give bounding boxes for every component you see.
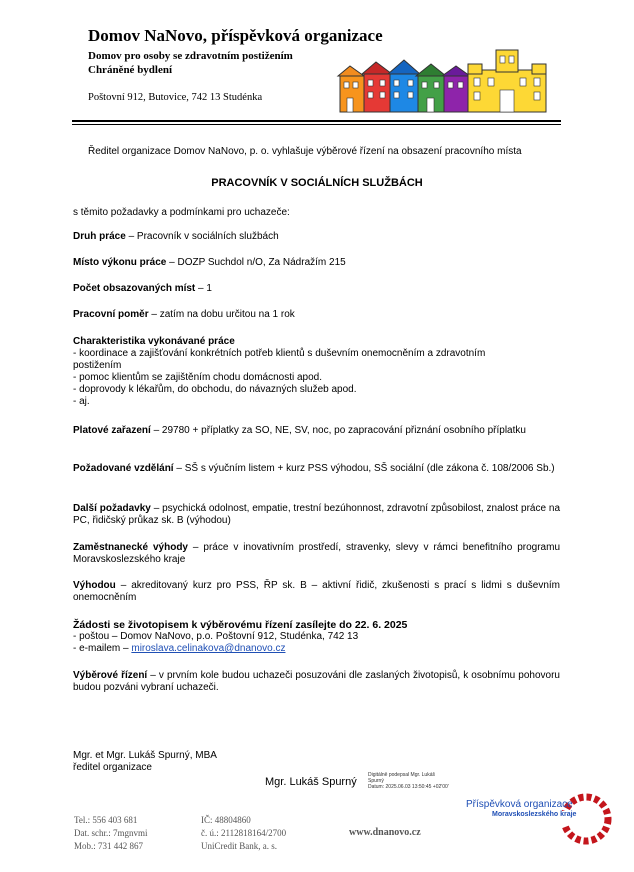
field-value: – 1 (195, 283, 212, 294)
header-divider (72, 120, 561, 122)
footer-tel: Tel.: 556 403 681 (74, 815, 138, 825)
field-value: – Pracovník v sociálních službách (125, 231, 279, 242)
field-misto-vykonu (73, 257, 560, 269)
footer-bank-name: UniCredit Bank, a. s. (201, 841, 277, 851)
colorful-houses-logo-icon (336, 48, 548, 114)
signature-name: Mgr. Lukáš Spurný (265, 776, 357, 788)
organization-name: Domov NaNovo, příspěvková organizace (88, 26, 383, 45)
field-value: – práce v inovativním prostředí, stravenky, slevy v rámci benefitního programu Moravskoslezského kraje (73, 542, 560, 565)
list-item: - doprovody k lékařům, do obchodu, do návazných služeb apod. (73, 384, 357, 395)
footer-datova-schranka: Dat. schr.: 7mgnvmi (74, 828, 148, 838)
field-label: Místo výkonu práce (73, 257, 167, 268)
header-divider-thin (72, 124, 561, 125)
field-label: Výhodou (73, 580, 116, 591)
digital-signature-line: Spurný (368, 778, 384, 784)
digital-signature-line: Digitálně podepsal Mgr. Lukáš (368, 772, 435, 778)
email-prefix: - e-mailem – (73, 643, 132, 654)
field-pracovni-pomer (73, 309, 560, 321)
field-value: – v prvním kole budou uchazeči posuzováni dle zaslaných životopisů, k osobnímu pohovoru budou pozváni vybraní uchazeči. (73, 670, 560, 693)
footer-bank (201, 814, 286, 853)
field-charakteristika (73, 336, 560, 408)
job-title: PRACOVNÍK V SOCIÁLNÍCH SLUŽBÁCH (211, 177, 423, 189)
ppo-subtitle: Moravskoslezského kraje (492, 811, 577, 818)
field-pocet-mist (73, 283, 560, 295)
field-label: Druh práce (73, 231, 126, 242)
organization-subtitle-2: Chráněné bydlení (88, 64, 173, 76)
field-label: Pracovní poměr (73, 309, 149, 320)
field-value: – psychická odolnost, empatie, trestní bezúhonnost, zdravotní způsobilost, znalost práce na PC, řidičský průkaz sk. B (výhodou) (73, 503, 561, 526)
field-label: Zaměstnanecké výhody (73, 542, 188, 553)
conditions-intro: s těmito požadavky a podmínkami pro uchazeče: (73, 207, 290, 218)
footer-ic: IČ: 48804860 (201, 815, 251, 825)
field-label: Charakteristika vykonávané práce (73, 336, 235, 347)
digital-signature-info (368, 772, 458, 790)
ppo-title: Příspěvková organizace (466, 799, 573, 810)
list-item (73, 643, 560, 655)
field-value: – DOZP Suchdol n/O, Za Nádražím 215 (166, 257, 346, 268)
field-vyhodou (73, 580, 560, 604)
field-dalsi-pozadavky (73, 503, 560, 527)
field-label: Výběrové řízení (73, 670, 148, 681)
signatory-name: Mgr. et Mgr. Lukáš Spurný, MBA (73, 750, 217, 761)
footer-web[interactable]: www.dnanovo.cz (349, 827, 421, 838)
list-item: - poštou – Domov NaNovo, p.o. Poštovní 912, Studénka, 742 13 (73, 631, 359, 642)
email-link[interactable]: miroslava.celinakova@dnanovo.cz (131, 643, 286, 654)
field-label: Platové zařazení (73, 425, 151, 436)
field-label: Požadované vzdělání (73, 463, 174, 474)
list-item: - aj. (73, 396, 90, 407)
footer-account: č. ú.: 2112818164/2700 (201, 828, 287, 838)
signatory-role: ředitel organizace (73, 762, 152, 773)
field-druh-prace (73, 231, 560, 243)
field-value: – 29780 + příplatky za SO, NE, SV, noc, po zapracování přiznání osobního příplatku (150, 425, 526, 436)
organization-subtitle-1: Domov pro osoby se zdravotním postižením (88, 50, 293, 62)
field-zadosti (73, 619, 560, 655)
list-item: - koordinace a zajišťování konkrétních potřeb klientů s duševním onemocněním a zdravotním postižením (73, 348, 486, 371)
field-label: Další požadavky (73, 503, 151, 514)
footer-mobile: Mob.: 731 442 867 (74, 841, 144, 851)
field-value: – zatím na dobu určitou na 1 rok (148, 309, 295, 320)
digital-signature-line: Datum: 2025.06.03 13:50:45 +02'00' (368, 784, 449, 790)
field-label: Žádosti se životopisem k výběrovému řízení zasílejte do 22. 6. 2025 (73, 619, 408, 631)
organization-address: Poštovní 912, Butovice, 742 13 Studénka (88, 92, 263, 103)
msk-region-logo-icon (466, 789, 614, 849)
field-platove-zarazeni (73, 425, 560, 437)
field-value: – akreditovaný kurz pro PSS, ŘP sk. B – aktivní řidič, zkušenosti s prací s lidmi s duševním onemocněním (73, 580, 560, 603)
field-value: – SŠ s výučním listem + kurz PSS výhodou, SŠ sociální (dle zákona č. 108/2006 Sb.) (173, 463, 555, 474)
field-zamestnanecke-vyhody (73, 542, 560, 566)
footer-contacts (74, 814, 148, 853)
field-vyberove-rizeni (73, 670, 560, 694)
list-item: - pomoc klientům se zajištěním chodu domácnosti apod. (73, 372, 323, 383)
field-vzdelani (73, 463, 560, 475)
intro-text: Ředitel organizace Domov NaNovo, p. o. vyhlašuje výběrové řízení na obsazení pracovního místa (88, 146, 522, 157)
field-label: Počet obsazovaných míst (73, 283, 196, 294)
